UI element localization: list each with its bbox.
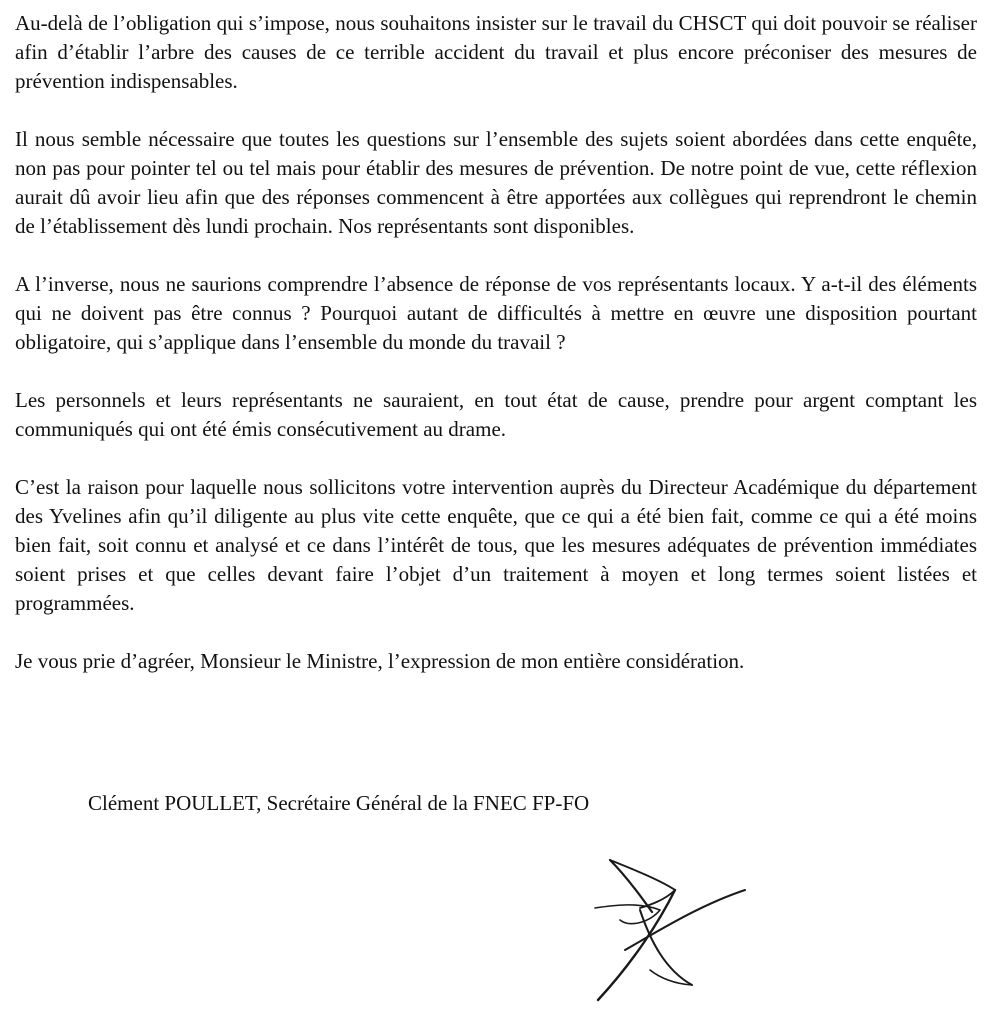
paragraph-absence-reponse: A l’inverse, nous ne saurions comprendre l’absence de réponse de vos représentants locaux. Y a-t-il des éléments qui ne doivent pas être connus ? Pourquoi autant de difficultés à mettre en œuvre une disposition pourtant obligatoire, qui s’applique dans l’ensemble du monde du travail ? <box>15 272 977 354</box>
paragraph-communiques: Les personnels et leurs représentants ne sauraient, en tout état de cause, prendre pour argent comptant les communiqués qui ont été émis consécutivement au drame. <box>15 388 977 441</box>
paragraph-salutation: Je vous prie d’agréer, Monsieur le Ministre, l’expression de mon entière considération. <box>15 649 745 673</box>
paragraph-enquete: Il nous semble nécessaire que toutes les questions sur l’ensemble des sujets soient abordées dans cette enquête, non pas pour pointer tel ou tel mais pour établir des mesures de prévention. De notre point de vue, cette réflexion aurait dû avoir lieu afin que des réponses commencent à être apportées aux collègues qui reprendront le chemin de l’établissement dès lundi prochain. Nos représentants sont disponibles. <box>15 127 977 238</box>
signatory-line: Clément POULLET, Secrétaire Général de la FNEC FP-FO <box>88 791 590 815</box>
handwritten-signature-icon <box>580 850 760 1015</box>
letter-body <box>15 9 977 705</box>
paragraph-chsct: Au-delà de l’obligation qui s’impose, nous souhaitons insister sur le travail du CHSCT qui doit pouvoir se réaliser afin d’établir l’arbre des causes de ce terrible accident du travail et plus encore préconiser des mesures de prévention indispensables. <box>15 11 977 93</box>
paragraph-sollicitation: C’est la raison pour laquelle nous sollicitons votre intervention auprès du Directeur Académique du département des Yvelines afin qu’il diligente au plus vite cette enquête, que ce qui a été bien fait, comme ce qui a été moins bien fait, soit connu et analysé et ce dans l’intérêt de tous, que les mesures adéquates de prévention immédiates soient prises et que celles devant faire l’objet d’un traitement à moyen et long termes soient listées et programmées. <box>15 475 977 615</box>
